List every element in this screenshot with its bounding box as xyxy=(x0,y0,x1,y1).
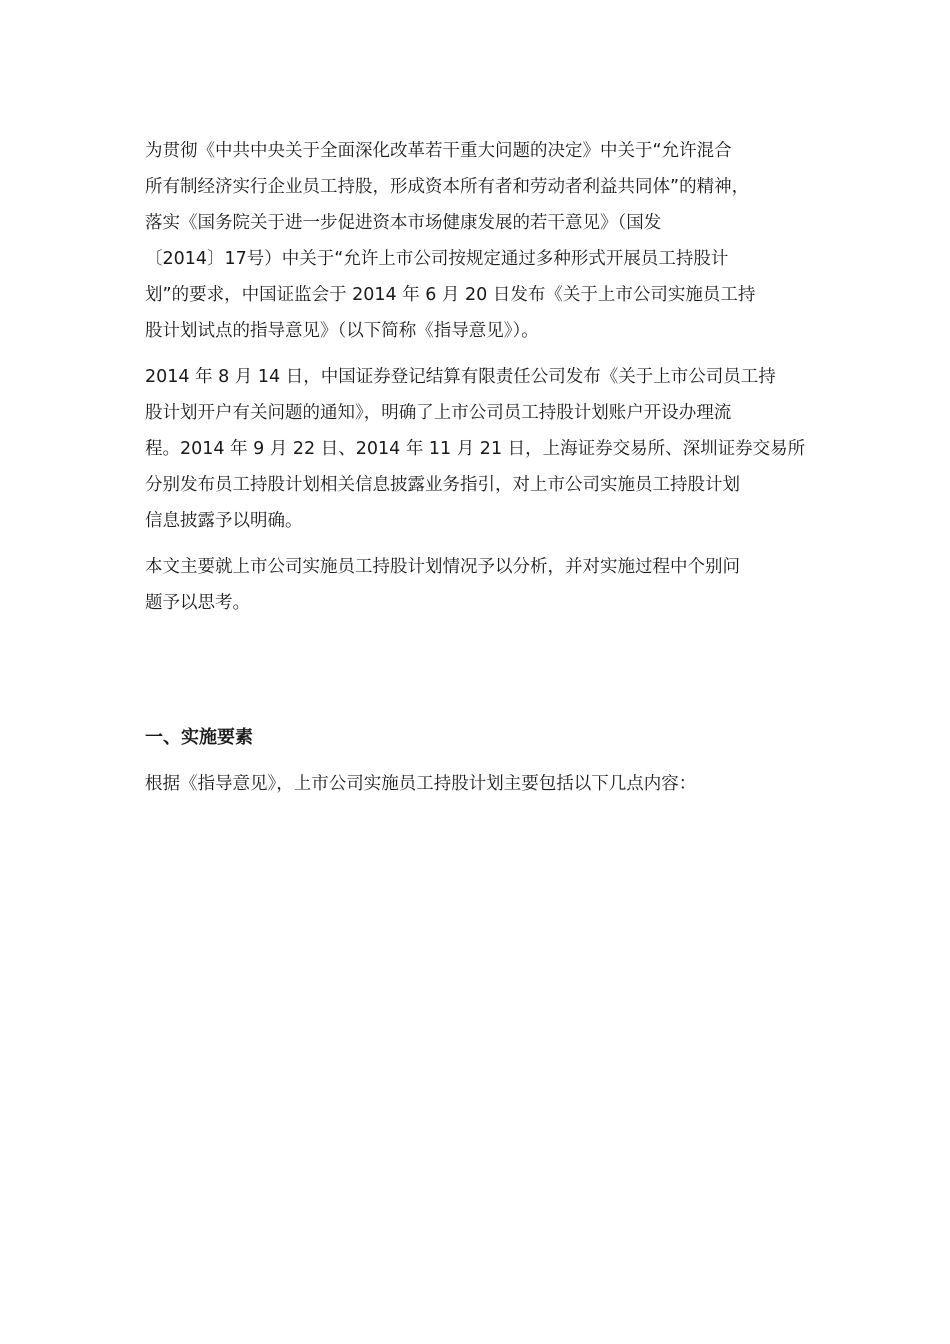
paragraph-intro xyxy=(145,133,810,349)
text-line: 股计划开户有关问题的通知》，明确了上市公司员工持股计划账户开设办理流 xyxy=(145,403,732,423)
paragraph-section-intro xyxy=(145,766,810,802)
paragraph-registration xyxy=(145,359,810,539)
text-line: 题予以思考。 xyxy=(145,593,250,613)
text-line: 分别发布员工持股计划相关信息披露业务指引，对上市公司实施员工持股计划 xyxy=(145,475,740,495)
paragraph-purpose xyxy=(145,549,810,621)
text-line: 划”的要求，中国证监会于 2014 年 6 月 20 日发布《关于上市公司实施员工持 xyxy=(145,285,756,305)
text-line: 为贯彻《中共中央关于全面深化改革若干重大问题的决定》中关于“允许混合 xyxy=(145,141,732,161)
text-line: 信息披露予以明确。 xyxy=(145,511,303,531)
text-line: 程。2014 年 9 月 22 日、2014 年 11 月 21 日，上海证券交易所、深圳证券交易所 xyxy=(145,439,806,459)
text-line: 所有制经济实行企业员工持股，形成资本所有者和劳动者利益共同体”的精神， xyxy=(145,177,750,197)
text-line: 〔2014〕17号）中关于“允许上市公司按规定通过多种形式开展员工持股计 xyxy=(145,249,729,269)
text-line: 股计划试点的指导意见》（以下简称《指导意见》）。 xyxy=(145,321,539,341)
section-heading: 一、实施要素 xyxy=(145,727,253,748)
text-line: 本文主要就上市公司实施员工持股计划情况予以分析，并对实施过程中个别问 xyxy=(145,557,740,577)
document-body xyxy=(145,133,810,802)
text-line: 根据《指导意见》，上市公司实施员工持股计划主要包括以下几点内容： xyxy=(145,774,697,794)
text-line: 2014 年 8 月 14 日，中国证券登记结算有限责任公司发布《关于上市公司员工持 xyxy=(145,367,776,387)
text-line: 落实《国务院关于进一步促进资本市场健康发展的若干意见》（国发 xyxy=(145,213,662,233)
